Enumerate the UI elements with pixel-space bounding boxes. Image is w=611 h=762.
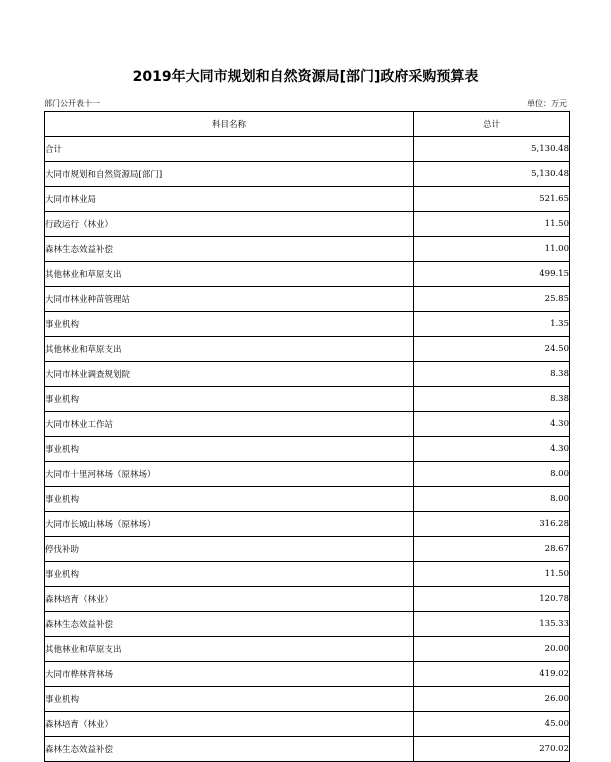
row-item-name: 事业机构 — [45, 437, 414, 462]
row-item-name: 森林生态效益补偿 — [45, 237, 414, 262]
row-item-name: 森林生态效益补偿 — [45, 737, 414, 762]
row-item-total: 521.65 — [414, 187, 570, 212]
row-item-name: 事业机构 — [45, 487, 414, 512]
row-item-total: 45.00 — [414, 712, 570, 737]
row-item-total: 28.67 — [414, 537, 570, 562]
table-row — [45, 537, 570, 562]
row-item-total: 8.38 — [414, 362, 570, 387]
table-row — [45, 737, 570, 762]
table-row — [45, 187, 570, 212]
row-item-total: 4.30 — [414, 437, 570, 462]
row-item-total: 4.30 — [414, 412, 570, 437]
table-row — [45, 437, 570, 462]
table-row — [45, 612, 570, 637]
budget-table — [44, 111, 570, 762]
row-item-total: 120.78 — [414, 587, 570, 612]
table-row — [45, 412, 570, 437]
table-row — [45, 637, 570, 662]
table-row — [45, 237, 570, 262]
column-header-name: 科目名称 — [45, 112, 414, 137]
unit-label: 单位：万元 — [527, 99, 567, 108]
table-row — [45, 462, 570, 487]
table-row — [45, 662, 570, 687]
row-item-name: 事业机构 — [45, 312, 414, 337]
table-header-row — [45, 112, 570, 137]
page-title: 2019年大同市规划和自然资源局[部门]政府采购预算表 — [132, 69, 479, 85]
row-item-name: 大同市规划和自然资源局[部门] — [45, 162, 414, 187]
table-row — [45, 687, 570, 712]
row-item-total: 419.02 — [414, 662, 570, 687]
table-row — [45, 562, 570, 587]
row-item-name: 森林生态效益补偿 — [45, 612, 414, 637]
row-item-total: 8.00 — [414, 462, 570, 487]
column-header-total: 总计 — [414, 112, 570, 137]
table-row — [45, 162, 570, 187]
row-item-total: 8.00 — [414, 487, 570, 512]
table-row — [45, 712, 570, 737]
row-item-total: 499.15 — [414, 262, 570, 287]
table-row — [45, 137, 570, 162]
row-item-name: 事业机构 — [45, 387, 414, 412]
row-item-total: 5,130.48 — [414, 162, 570, 187]
table-row — [45, 587, 570, 612]
row-item-name: 大同市林业工作站 — [45, 412, 414, 437]
row-item-total: 270.02 — [414, 737, 570, 762]
row-item-name: 行政运行（林业） — [45, 212, 414, 237]
row-item-total: 11.00 — [414, 237, 570, 262]
row-item-total: 8.38 — [414, 387, 570, 412]
row-item-name: 大同市长城山林场（原林场） — [45, 512, 414, 537]
row-item-name: 大同市桦林背林场 — [45, 662, 414, 687]
row-item-total: 135.33 — [414, 612, 570, 637]
table-row — [45, 512, 570, 537]
row-item-total: 26.00 — [414, 687, 570, 712]
row-item-name: 合计 — [45, 137, 414, 162]
row-item-name: 事业机构 — [45, 562, 414, 587]
table-row — [45, 262, 570, 287]
row-item-name: 大同市林业种苗管理站 — [45, 287, 414, 312]
row-item-name: 停伐补助 — [45, 537, 414, 562]
table-row — [45, 287, 570, 312]
table-row — [45, 337, 570, 362]
row-item-total: 25.85 — [414, 287, 570, 312]
row-item-name: 大同市十里河林场（原林场） — [45, 462, 414, 487]
row-item-total: 1.35 — [414, 312, 570, 337]
row-item-total: 11.50 — [414, 212, 570, 237]
row-item-name: 大同市林业调查规划院 — [45, 362, 414, 387]
table-row — [45, 212, 570, 237]
row-item-name: 大同市林业局 — [45, 187, 414, 212]
table-row — [45, 362, 570, 387]
table-body — [45, 137, 570, 762]
row-item-name: 事业机构 — [45, 687, 414, 712]
row-item-name: 其他林业和草原支出 — [45, 262, 414, 287]
row-item-name: 其他林业和草原支出 — [45, 637, 414, 662]
row-item-name: 其他林业和草原支出 — [45, 337, 414, 362]
row-item-total: 20.00 — [414, 637, 570, 662]
row-item-name: 森林培育（林业） — [45, 712, 414, 737]
table-id-label: 部门公开表十一 — [44, 99, 100, 108]
row-item-total: 5,130.48 — [414, 137, 570, 162]
row-item-total: 24.50 — [414, 337, 570, 362]
row-item-total: 11.50 — [414, 562, 570, 587]
table-row — [45, 387, 570, 412]
row-item-total: 316.28 — [414, 512, 570, 537]
row-item-name: 森林培育（林业） — [45, 587, 414, 612]
table-row — [45, 312, 570, 337]
table-row — [45, 487, 570, 512]
